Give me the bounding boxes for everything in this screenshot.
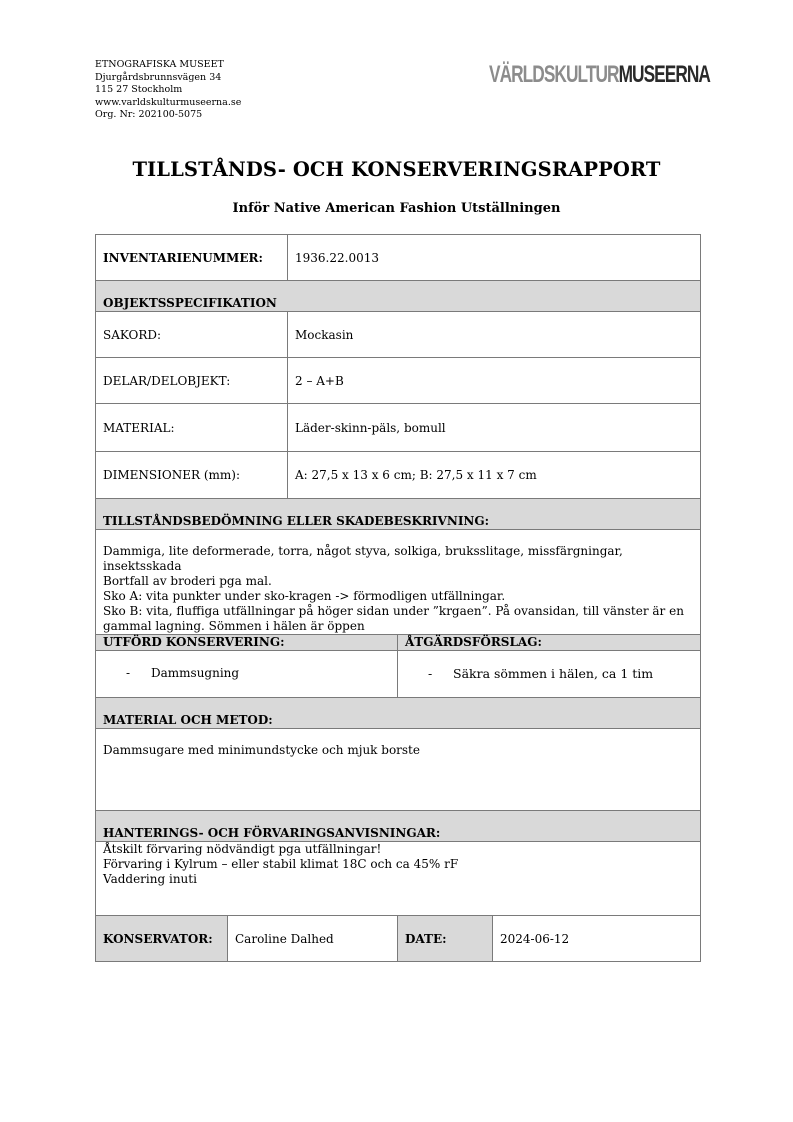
organization-address: [95, 59, 241, 122]
org-website: www.varldskulturmuseerna.se: [95, 96, 242, 108]
conservator-label: KONSERVATOR:: [96, 916, 228, 962]
performed-conservation: [96, 651, 398, 698]
org-street: Djurgårdsbrunnsvägen 34: [95, 71, 222, 83]
handling-line: Förvaring i Kylrum – eller stabil klimat 18C och ca 45% rF: [103, 857, 459, 871]
condition-line: Bortfall av broderi pga mal.: [103, 574, 272, 588]
handling-header-row: [96, 811, 701, 842]
proposed-item: Säkra sömmen i hälen, ca 1 tim: [453, 666, 654, 681]
spec-value: 2 – A+B: [288, 358, 701, 404]
condition-header-row: [96, 499, 701, 530]
spec-row: [96, 312, 701, 358]
object-spec-header: OBJEKTSSPECIFIKATION: [96, 281, 701, 312]
date-label: DATE:: [398, 916, 493, 962]
org-number: Org. Nr: 202100-5075: [95, 109, 203, 120]
handling-row: [96, 842, 701, 916]
org-name: ETNOGRAFISKA MUSEET: [95, 59, 224, 70]
condition-line: gammal lagning. Sömmen i hälen är öppen: [103, 619, 365, 633]
performed-item: Dammsugning: [151, 666, 240, 680]
spec-row: [96, 404, 701, 452]
date-value: 2024-06-12: [493, 916, 701, 962]
spec-value: Läder-skinn-päls, bomull: [288, 404, 701, 452]
spec-value: Mockasin: [288, 312, 701, 358]
condition-line: Dammiga, lite deformerade, torra, något styva, solkiga, bruksslitage, missfärgningar, insektsskada: [103, 544, 623, 573]
spec-label: DELAR/DELOBJEKT:: [96, 358, 288, 404]
bullet-dash: -: [126, 666, 131, 680]
conservation-row: [96, 651, 701, 698]
inventory-value: 1936.22.0013: [288, 235, 701, 281]
inventory-row: [96, 235, 701, 281]
handling-header: HANTERINGS- OCH FÖRVARINGSANVISNINGAR:: [96, 811, 701, 842]
proposed-actions: [398, 651, 701, 698]
proposed-actions-header: ÅTGÄRDSFÖRSLAG:: [398, 635, 701, 651]
handling-line: Vaddering inuti: [103, 872, 197, 886]
report-subtitle: Inför Native American Fashion Utställningen: [232, 201, 561, 216]
spec-label: SAKORD:: [96, 312, 288, 358]
report-table: [95, 234, 701, 962]
object-spec-header-row: [96, 281, 701, 312]
conservator-name: Caroline Dalhed: [228, 916, 398, 962]
org-postal: 115 27 Stockholm: [95, 84, 183, 95]
method-header: MATERIAL OCH METOD:: [96, 698, 701, 729]
conservation-header-row: [96, 635, 701, 651]
performed-conservation-header: UTFÖRD KONSERVERING:: [96, 635, 398, 651]
report-title: TILLSTÅNDS- OCH KONSERVERINGSRAPPORT: [132, 158, 661, 181]
method-row: [96, 729, 701, 811]
spec-row: [96, 452, 701, 499]
footer-row: [96, 916, 701, 962]
method-header-row: [96, 698, 701, 729]
condition-header: TILLSTÅNDSBEDÖMNING ELLER SKADEBESKRIVNING:: [96, 499, 701, 530]
spec-label: DIMENSIONER (mm):: [96, 452, 288, 499]
condition-line: Sko A: vita punkter under sko-kragen -> förmodligen utfällningar.: [103, 589, 506, 603]
condition-line: Sko B: vita, fluffiga utfällningar på höger sidan under ”krgaen”. På ovansidan, till vänster är en: [103, 604, 684, 618]
varldskulturmuseerna-logo: [489, 60, 710, 92]
logo-part2: MUSEERNA: [618, 61, 710, 88]
condition-text: [96, 530, 701, 635]
handling-text: [96, 842, 701, 916]
spec-row: [96, 358, 701, 404]
inventory-label: INVENTARIENUMMER:: [96, 235, 288, 281]
logo-part1: VÄRLDSKULTUR: [489, 61, 619, 88]
bullet-dash: -: [428, 666, 433, 681]
handling-line: Åtskilt förvaring nödvändigt pga utfällningar!: [103, 842, 382, 856]
spec-label: MATERIAL:: [96, 404, 288, 452]
condition-row: [96, 530, 701, 635]
spec-value: A: 27,5 x 13 x 6 cm; B: 27,5 x 11 x 7 cm: [288, 452, 701, 499]
method-text: Dammsugare med minimundstycke och mjuk borste: [96, 729, 701, 811]
